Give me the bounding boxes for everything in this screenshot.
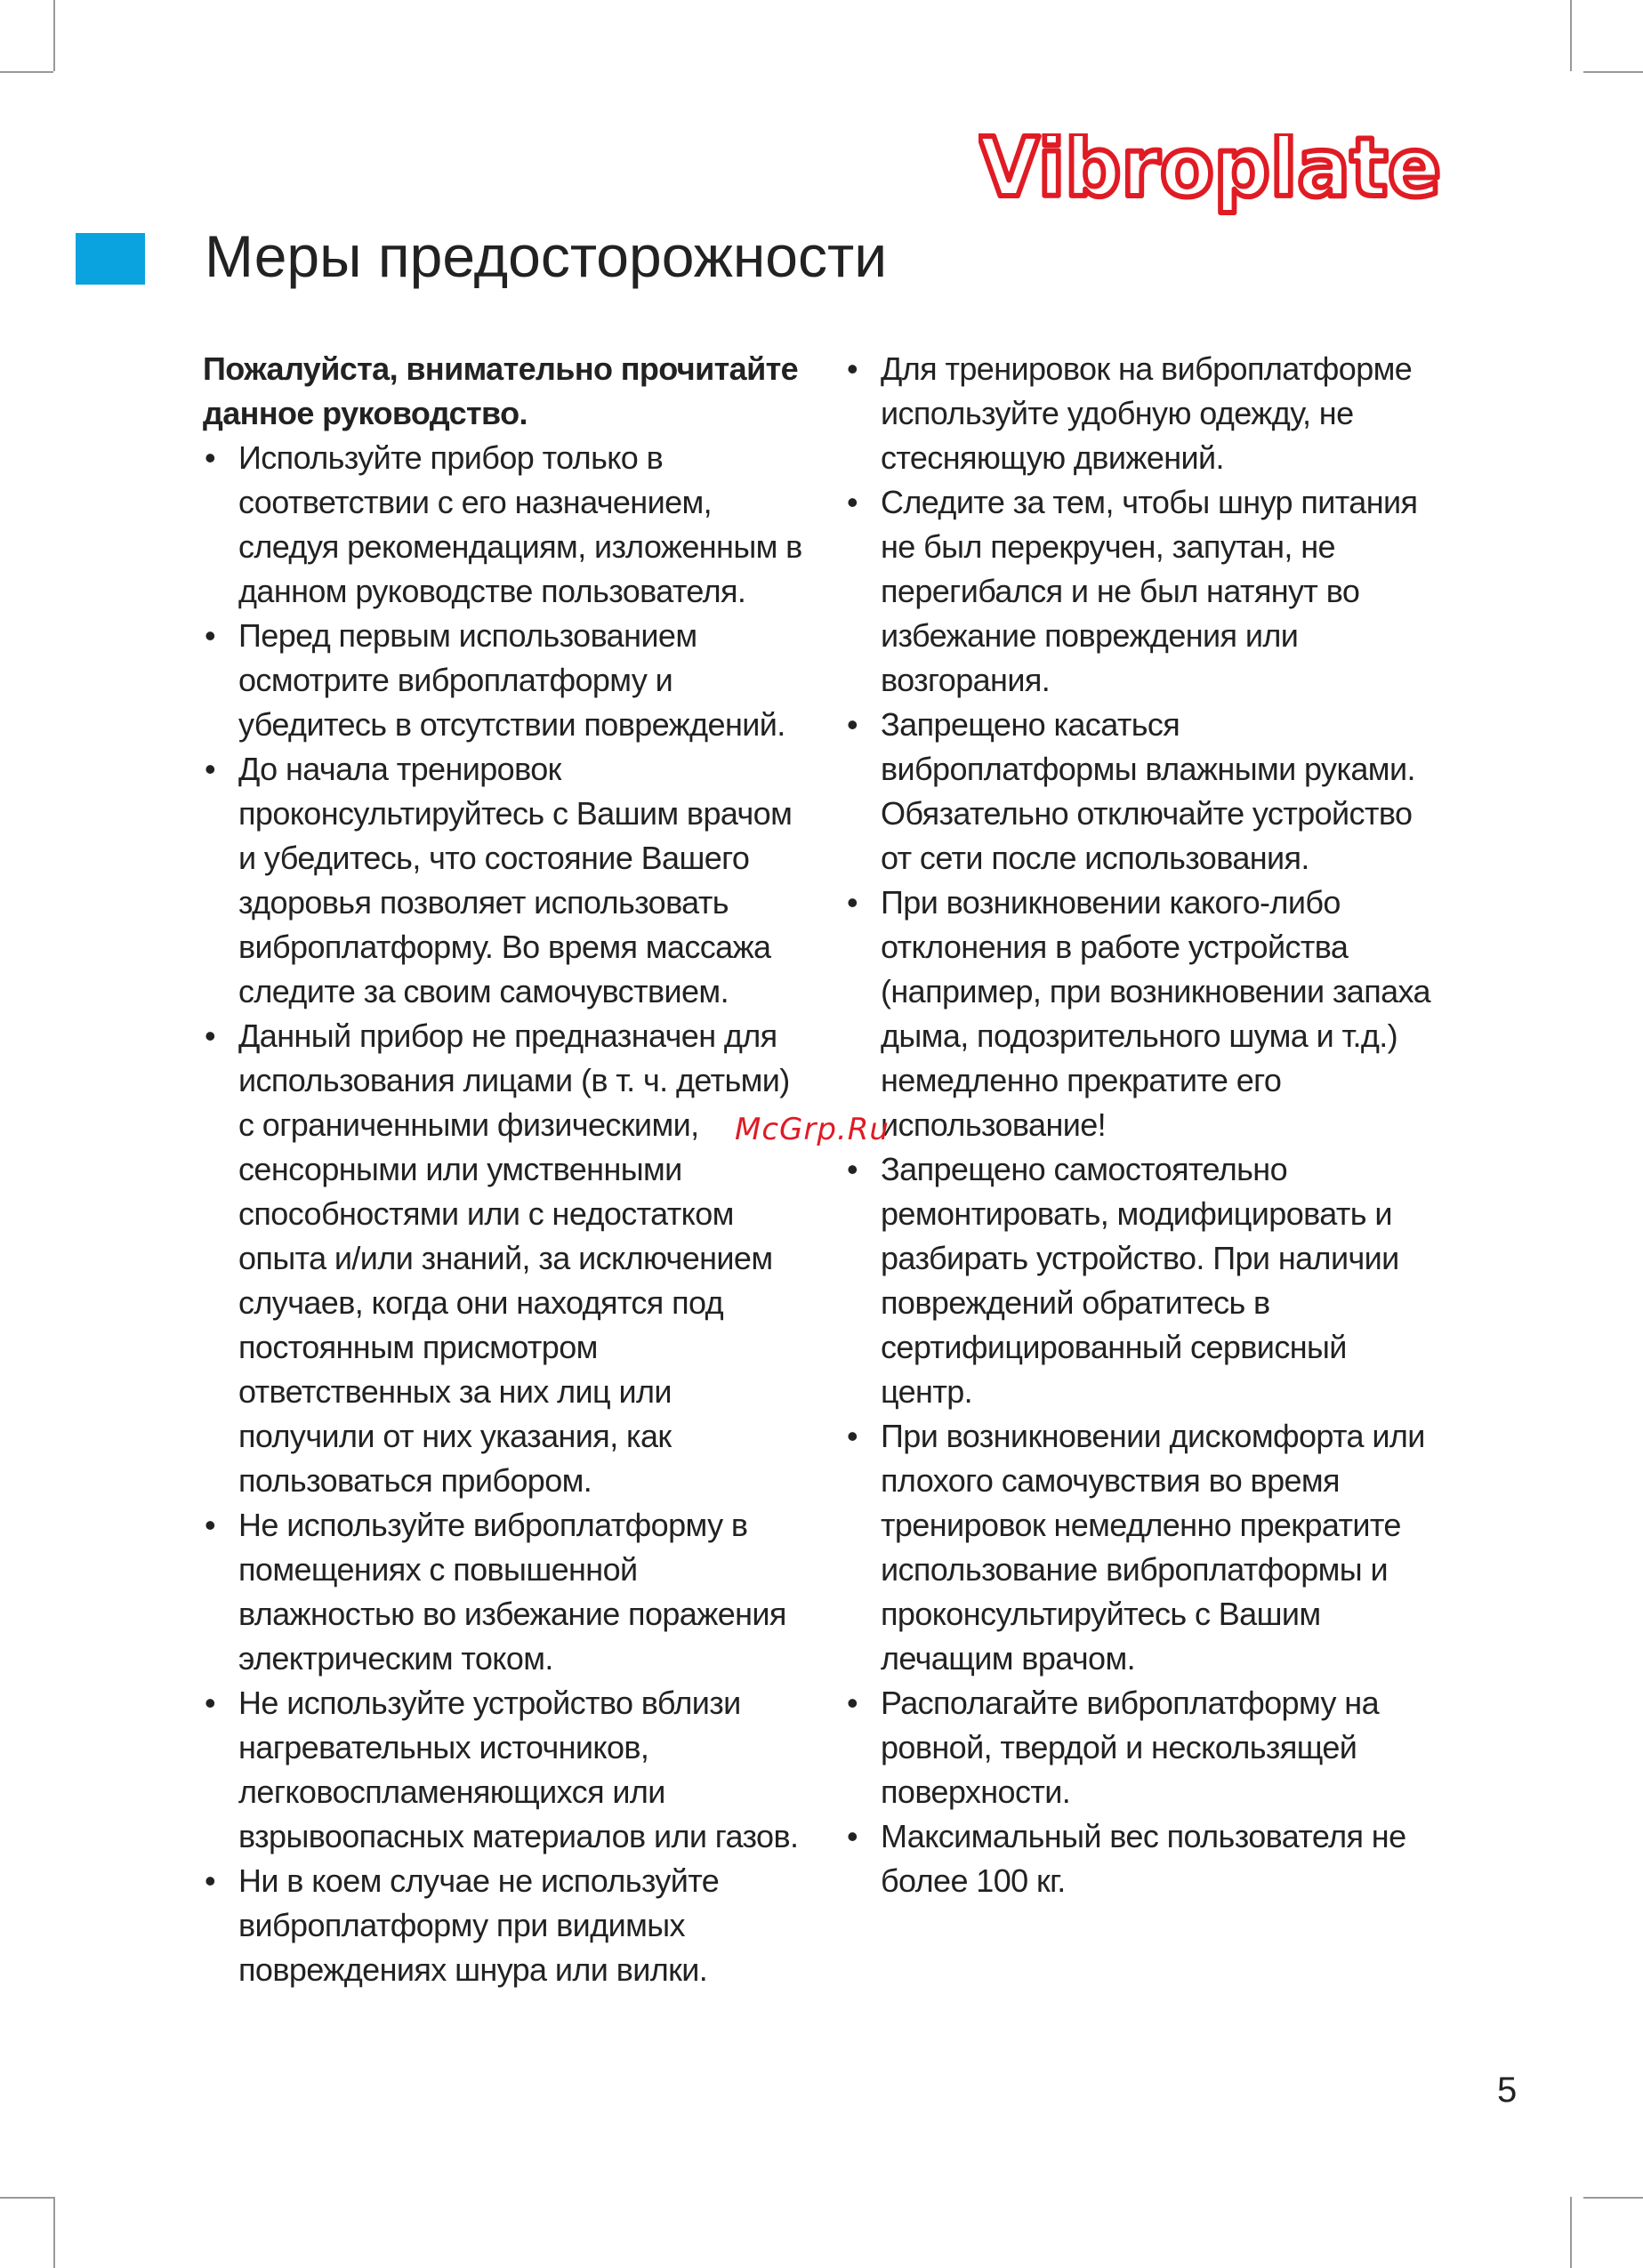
list-item: • Данный прибор не предназначен для использования лицами (в т. ч. детьми) с ограниченными физическими, сенсорными или умственными способностями или с недостатком опыта и/или знаний, за исключением случаев, когда они находятся под постоянным присмотром ответственных за них лиц или получили от них указания, как пользоваться прибором. bbox=[203, 1014, 803, 1503]
list-item: • Используйте прибор только в соответствии с его назначением, следуя рекомендациям, изложенным в данном руководстве пользователя. bbox=[203, 436, 803, 614]
list-item: • Располагайте виброплатформу на ровной, твердой и нескользящей поверхности. bbox=[845, 1681, 1441, 1814]
crop-mark bbox=[1570, 0, 1572, 71]
list-item: • При возникновении какого-либо отклонения в работе устройства (например, при возникновении запаха дыма, подозрительного шума и т.д.) немедленно прекратите его использование! bbox=[845, 881, 1441, 1147]
list-item: • Не используйте устройство вблизи нагревательных источников, легковоспламеняющихся или взрывоопасных материалов или газов. bbox=[203, 1681, 803, 1859]
list-item: • Для тренировок на виброплатформе используйте удобную одежду, не стесняющую движений. bbox=[845, 347, 1441, 480]
brand-logo bbox=[979, 133, 1446, 231]
page-title: Меры предосторожности bbox=[205, 223, 888, 289]
watermark: McGrp.Ru bbox=[735, 1112, 890, 1147]
intro-text: Пожалуйста, внимательно прочитайте данное руководство. bbox=[203, 350, 799, 431]
crop-mark bbox=[0, 71, 53, 73]
list-item: • Перед первым использованием осмотрите виброплатформу и убедитесь в отсутствии повреждений. bbox=[203, 614, 803, 747]
list-item: • Запрещено самостоятельно ремонтировать, модифицировать и разбирать устройство. При наличии повреждений обратитесь в сертифицированный сервисный центр. bbox=[845, 1147, 1441, 1414]
crop-mark bbox=[53, 2197, 55, 2268]
list-item: • Следите за тем, чтобы шнур питания не был перекручен, запутан, не перегибался и не был натянут во избежание повреждения или возгорания. bbox=[845, 480, 1441, 703]
crop-mark bbox=[1583, 2197, 1643, 2199]
section-marker bbox=[76, 233, 145, 285]
crop-mark bbox=[1583, 71, 1643, 73]
crop-mark bbox=[0, 2197, 53, 2199]
list-item: • При возникновении дискомфорта или плохого самочувствия во время тренировок немедленно прекратите использование виброплатформы и проконсультируйтесь с Вашим лечащим врачом. bbox=[845, 1414, 1441, 1681]
brand-logo-text: Vibroplate bbox=[979, 133, 1441, 215]
list-item: • Максимальный вес пользователя не более 100 кг. bbox=[845, 1814, 1441, 1903]
list-item: • Запрещено касаться виброплатформы влажными руками. Обязательно отключайте устройство от сети после использования. bbox=[845, 703, 1441, 881]
left-column bbox=[203, 347, 803, 1992]
right-column bbox=[845, 347, 1441, 1903]
list-item: • До начала тренировок проконсультируйтесь с Вашим врачом и убедитесь, что состояние Вашего здоровья позволяет использовать виброплатформу. Во время массажа следите за своим самочувствием. bbox=[203, 747, 803, 1014]
left-list bbox=[203, 436, 803, 1992]
right-list bbox=[845, 347, 1441, 1903]
crop-mark bbox=[1570, 2197, 1572, 2268]
page-number: 5 bbox=[1497, 2071, 1518, 2110]
list-item: • Ни в коем случае не используйте виброплатформу при видимых повреждениях шнура или вилки. bbox=[203, 1859, 803, 1992]
list-item: • Не используйте виброплатформу в помещениях с повышенной влажностью во избежание поражения электрическим током. bbox=[203, 1503, 803, 1681]
crop-mark bbox=[53, 0, 55, 71]
